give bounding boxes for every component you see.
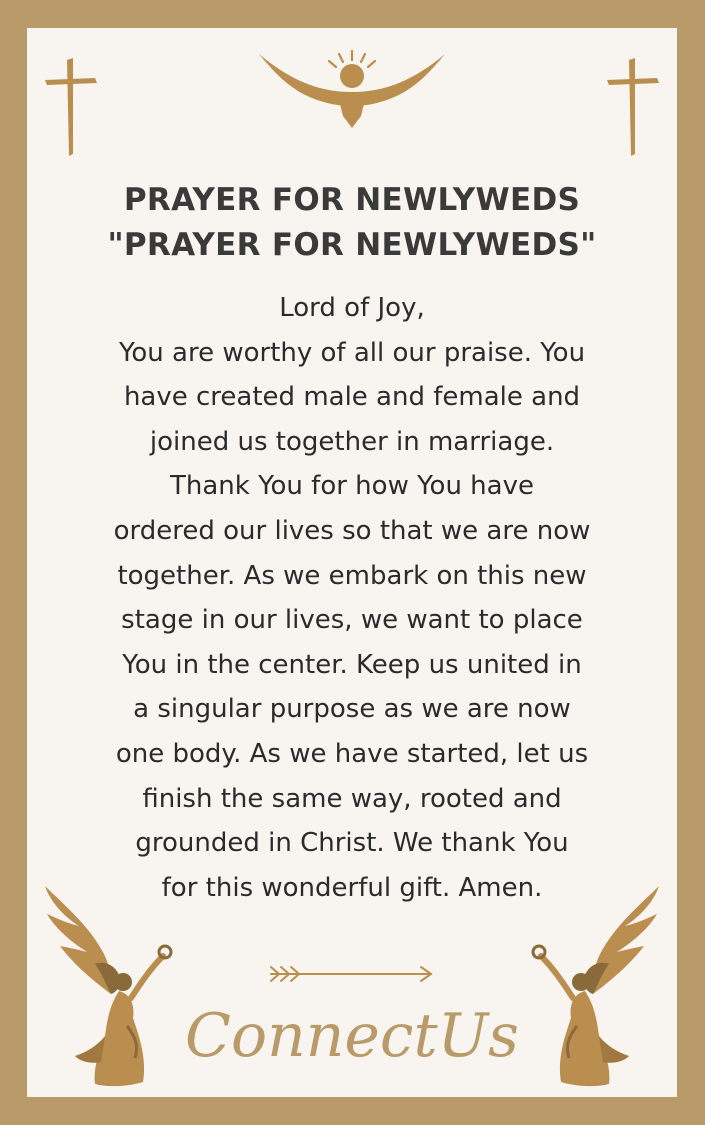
body-line: together. As we embark on this new: [117, 560, 587, 591]
left-cross-icon: [45, 58, 97, 156]
body-line: stage in our lives, we want to place: [121, 605, 583, 636]
body-line: Thank You for how You have: [170, 471, 534, 502]
prayer-title: [27, 178, 677, 268]
body-line: a singular purpose as we are now: [133, 694, 571, 725]
title-line-2: "PRAYER FOR NEWLYWEDS": [107, 227, 597, 263]
prayer-card: [27, 28, 677, 1097]
body-line: Lord of Joy,: [279, 293, 425, 323]
title-line-1: PRAYER FOR NEWLYWEDS: [123, 182, 581, 218]
body-line: joined us together in marriage.: [149, 426, 555, 457]
prayer-body: [57, 286, 647, 910]
winged-sun-icon: [257, 46, 447, 130]
right-cross-icon: [607, 58, 659, 156]
body-line: finish the same way, rooted and: [142, 783, 562, 814]
body-line: grounded in Christ. We thank You: [135, 828, 569, 859]
body-line: for this wonderful gift. Amen.: [161, 872, 543, 903]
body-line: have created male and female and: [123, 382, 581, 413]
body-line: ordered our lives so that we are now: [113, 515, 591, 546]
brand-logo: ConnectUs: [185, 1001, 519, 1071]
body-line: one body. As we have started, let us: [115, 738, 589, 769]
arrow-icon: [269, 964, 435, 984]
body-line: You are worthy of all our praise. You: [118, 337, 586, 368]
body-line: You in the center. Keep us united in: [122, 649, 582, 680]
